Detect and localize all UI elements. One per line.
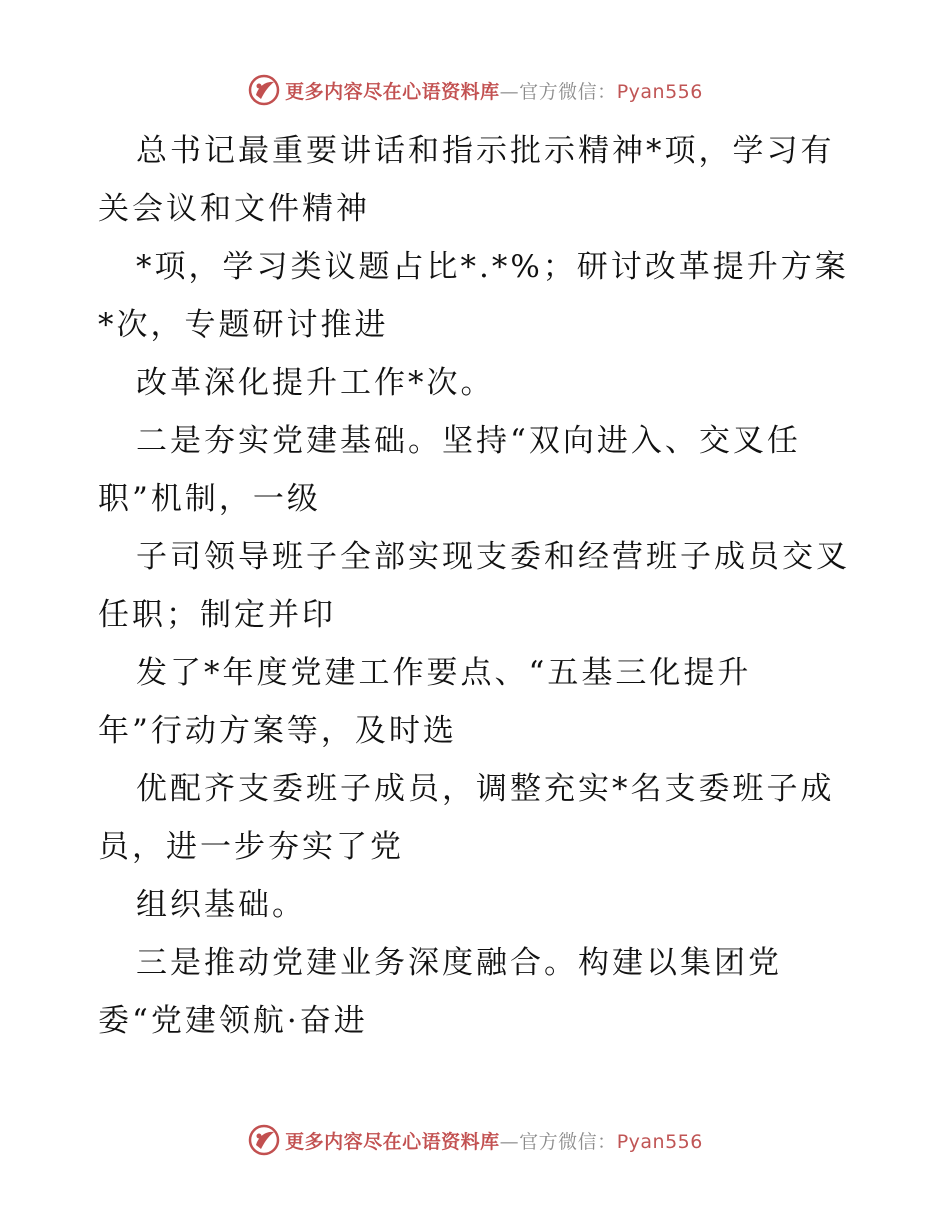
text-line: 二是夯实党建基础。坚持“双向进入、交叉任: [136, 423, 801, 459]
watermark-brand: 更多内容尽在心语资料库: [285, 1130, 500, 1153]
text-line: 任职；制定并印: [98, 597, 336, 633]
text-line: 优配齐支委班子成员，调整充实*名支委班子成: [136, 771, 835, 807]
text-line: 组织基础。: [136, 887, 306, 923]
text-line: 年”行动方案等，及时选: [98, 713, 457, 749]
text-line: *项，学习类议题占比*.*%；研讨改革提升方案: [136, 249, 849, 285]
logo-icon: [247, 1123, 281, 1157]
text-line: 总书记最重要讲话和指示批示精神*项，学习有: [136, 133, 835, 169]
footer-watermark: [0, 1120, 950, 1160]
watermark-official: 官方微信：: [519, 1130, 617, 1153]
document-body: [98, 122, 858, 1050]
text-line: 员，进一步夯实了党: [98, 829, 404, 865]
text-line: 三是推动党建业务深度融合。构建以集团党: [136, 945, 782, 981]
watermark-dash: —: [499, 1130, 520, 1153]
logo-icon: [247, 73, 281, 107]
text-line: 委“党建领航·奋进: [98, 1003, 368, 1039]
watermark-brand: 更多内容尽在心语资料库: [285, 80, 500, 103]
text-line: 关会议和文件精神: [98, 191, 370, 227]
text-line: 发了*年度党建工作要点、“五基三化提升: [136, 655, 752, 691]
watermark-id: Pyan556: [616, 1130, 703, 1153]
watermark-dash: —: [499, 80, 520, 103]
watermark-official: 官方微信：: [519, 80, 617, 103]
text-line: *次，专题研讨推进: [98, 307, 389, 343]
header-watermark: [0, 70, 950, 110]
text-line: 子司领导班子全部实现支委和经营班子成员交叉: [136, 539, 850, 575]
text-line: 改革深化提升工作*次。: [136, 365, 495, 401]
watermark-id: Pyan556: [616, 80, 703, 103]
text-line: 职”机制，一级: [98, 481, 321, 517]
